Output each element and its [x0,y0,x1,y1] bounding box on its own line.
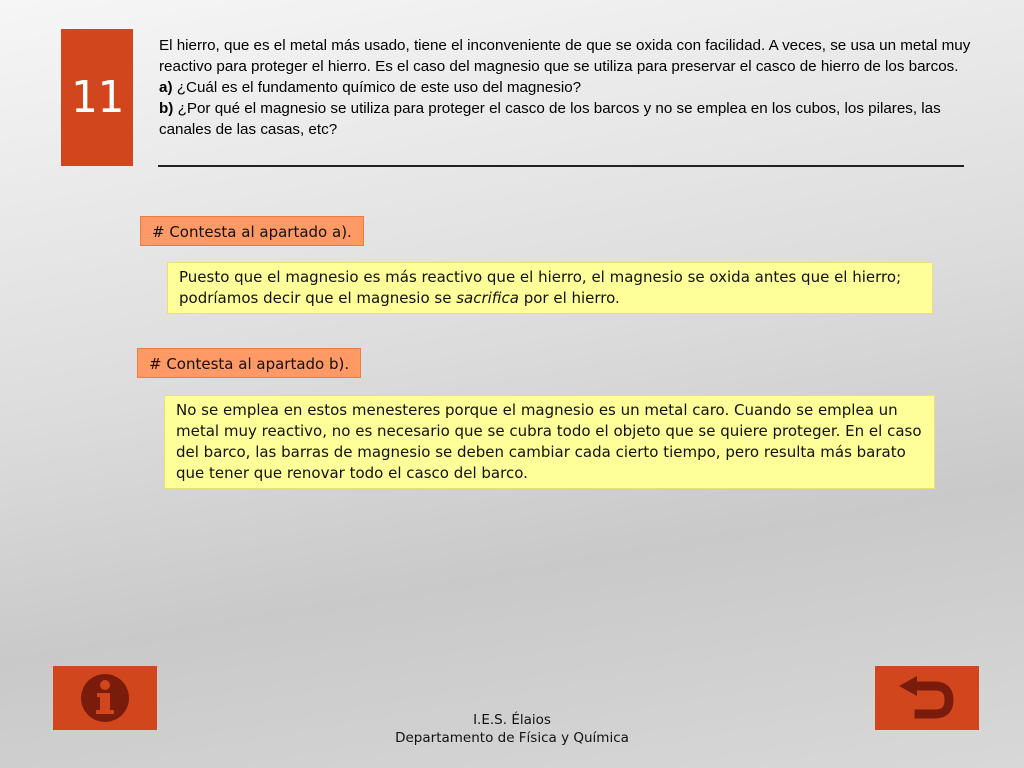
part-b-prompt-label: # Contesta al apartado b). [149,355,350,373]
question-b-marker: b) [159,100,174,117]
footer [362,711,662,747]
info-button[interactable] [53,666,157,730]
info-icon [79,672,131,724]
return-arrow-icon [897,676,957,720]
part-b-prompt[interactable] [137,348,361,378]
question-b-text: ¿Por qué el magnesio se utiliza para proteger el casco de los barcos y no se emplea en los cubos, los pilares, las canales de las casas, etc? [159,100,941,138]
slide-number-badge [61,29,133,166]
question-a [159,77,979,98]
footer-school: I.E.S. Élaios [473,712,551,728]
return-button[interactable] [875,666,979,730]
part-a-answer-after: por el hierro. [518,289,620,307]
part-a-prompt[interactable] [140,216,364,246]
question-b [159,98,979,140]
footer-department: Departamento de Física y Química [395,730,629,746]
slide-number: 11 [70,72,124,123]
part-a-answer-emphasis: sacrifica [456,289,519,307]
question-block [159,35,979,140]
part-b-answer [164,395,935,489]
part-a-answer [167,262,933,314]
question-intro: El hierro, que es el metal más usado, tiene el inconveniente de que se oxida con facilidad. A veces, se usa un metal muy reactivo para proteger el hierro. Es el caso del magnesio que se utiliza para preservar el casco de hierro de los barcos. [159,37,971,75]
question-divider [158,165,964,167]
part-a-answer-before: Puesto que el magnesio es más reactivo que el hierro, el magnesio se oxida antes que el hierro; podríamos decir que el magnesio se [179,268,902,307]
question-a-marker: a) [159,79,173,96]
part-a-prompt-label: # Contesta al apartado a). [152,223,352,241]
question-a-text: ¿Cuál es el fundamento químico de este uso del magnesio? [172,79,582,96]
part-b-answer-text: No se emplea en estos menesteres porque el magnesio es un metal caro. Cuando se emplea un metal muy reactivo, no es necesario que se cubra todo el objeto que se quiere proteger. En el caso del barco, las barras de magnesio se deben cambiar cada cierto tiempo, pero resulta más barato que tener que renovar todo el casco del barco. [176,401,922,482]
